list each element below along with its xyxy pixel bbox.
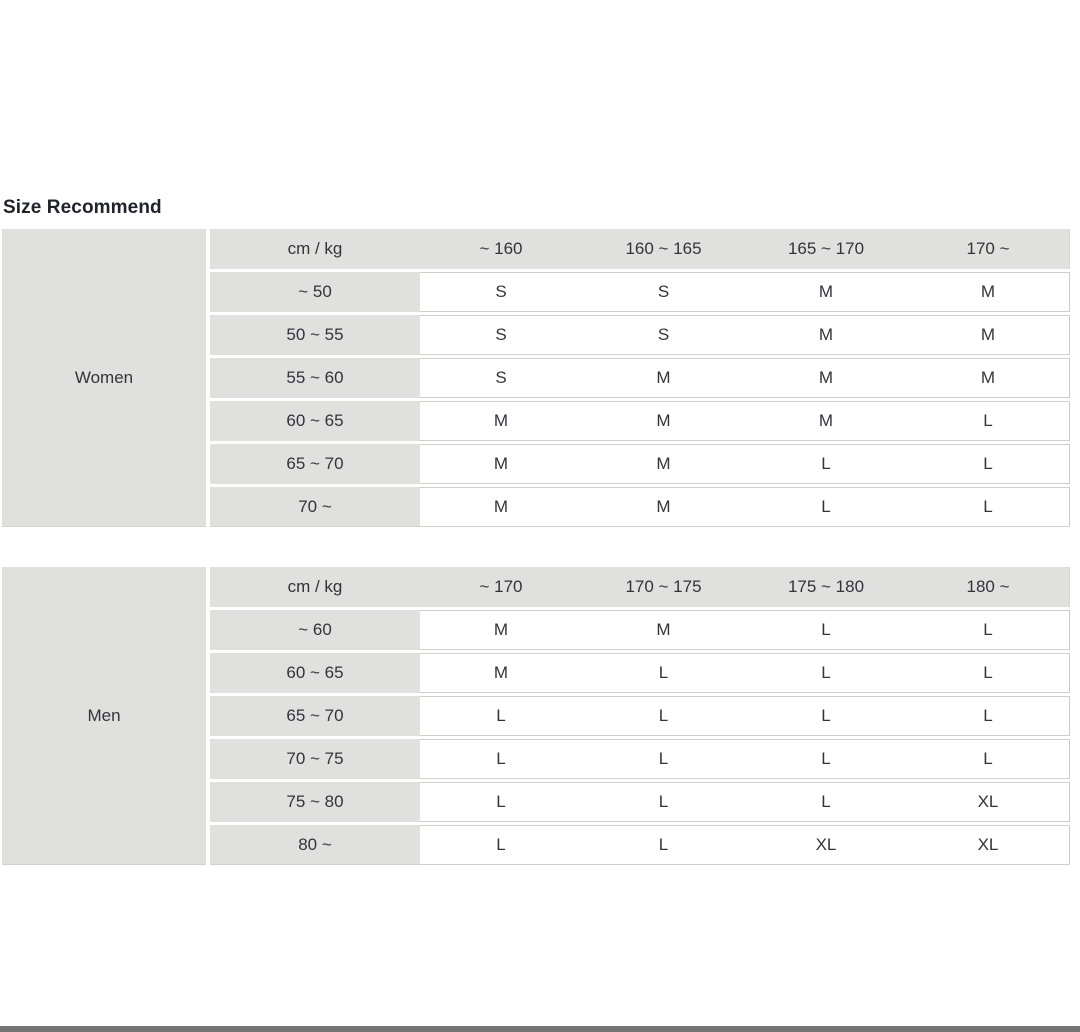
size-value-cell: M bbox=[420, 610, 582, 650]
size-value-cell: M bbox=[420, 401, 582, 441]
size-value-cell: L bbox=[420, 782, 582, 822]
size-value-cell: L bbox=[745, 487, 907, 527]
group-label: Women bbox=[2, 229, 206, 527]
row-label: ~ 60 bbox=[210, 610, 420, 650]
row-label: 70 ~ bbox=[210, 487, 420, 527]
size-value-cell: M bbox=[420, 487, 582, 527]
size-value-cell: L bbox=[907, 739, 1070, 779]
size-value-cell: M bbox=[582, 401, 745, 441]
size-value-cell: L bbox=[582, 825, 745, 865]
size-value-cell: M bbox=[907, 315, 1070, 355]
size-value-cell: M bbox=[745, 315, 907, 355]
size-value-cell: M bbox=[582, 610, 745, 650]
size-value-cell: S bbox=[582, 272, 745, 312]
corner-header-cmkg: cm / kg bbox=[210, 567, 420, 607]
column-header: 180 ~ bbox=[907, 567, 1070, 607]
size-value-cell: S bbox=[582, 315, 745, 355]
size-value-cell: L bbox=[420, 696, 582, 736]
size-value-cell: S bbox=[420, 358, 582, 398]
column-header: 170 ~ bbox=[907, 229, 1070, 269]
size-value-cell: M bbox=[420, 653, 582, 693]
size-value-cell: L bbox=[907, 444, 1070, 484]
size-value-cell: L bbox=[907, 401, 1070, 441]
column-header: ~ 170 bbox=[420, 567, 582, 607]
size-value-cell: M bbox=[420, 444, 582, 484]
row-label: 60 ~ 65 bbox=[210, 653, 420, 693]
size-value-cell: S bbox=[420, 315, 582, 355]
size-value-cell: XL bbox=[745, 825, 907, 865]
size-value-cell: M bbox=[907, 358, 1070, 398]
column-header: ~ 160 bbox=[420, 229, 582, 269]
row-label: 65 ~ 70 bbox=[210, 696, 420, 736]
size-value-cell: L bbox=[582, 739, 745, 779]
size-value-cell: L bbox=[582, 782, 745, 822]
size-value-cell: L bbox=[907, 487, 1070, 527]
size-value-cell: L bbox=[420, 825, 582, 865]
column-header: 160 ~ 165 bbox=[582, 229, 745, 269]
size-value-cell: M bbox=[745, 401, 907, 441]
size-value-cell: M bbox=[582, 358, 745, 398]
row-label: 55 ~ 60 bbox=[210, 358, 420, 398]
size-value-cell: L bbox=[907, 610, 1070, 650]
size-value-cell: S bbox=[420, 272, 582, 312]
size-value-cell: L bbox=[582, 653, 745, 693]
bottom-edge-bar bbox=[0, 1026, 1080, 1032]
column-header: 165 ~ 170 bbox=[745, 229, 907, 269]
row-label: 70 ~ 75 bbox=[210, 739, 420, 779]
group-label: Men bbox=[2, 567, 206, 865]
size-value-cell: L bbox=[745, 653, 907, 693]
row-label: 60 ~ 65 bbox=[210, 401, 420, 441]
size-value-cell: L bbox=[420, 739, 582, 779]
row-label: 80 ~ bbox=[210, 825, 420, 865]
row-label: 75 ~ 80 bbox=[210, 782, 420, 822]
size-value-cell: L bbox=[745, 610, 907, 650]
size-value-cell: M bbox=[745, 358, 907, 398]
size-value-cell: M bbox=[745, 272, 907, 312]
column-header: 175 ~ 180 bbox=[745, 567, 907, 607]
row-label: 50 ~ 55 bbox=[210, 315, 420, 355]
women-size-table bbox=[2, 229, 1070, 527]
size-value-cell: XL bbox=[907, 825, 1070, 865]
size-value-cell: L bbox=[582, 696, 745, 736]
size-value-cell: L bbox=[745, 696, 907, 736]
page-title: Size Recommend bbox=[3, 197, 162, 218]
size-value-cell: L bbox=[745, 739, 907, 779]
column-header: 170 ~ 175 bbox=[582, 567, 745, 607]
size-value-cell: L bbox=[745, 444, 907, 484]
size-value-cell: XL bbox=[907, 782, 1070, 822]
size-value-cell: M bbox=[582, 444, 745, 484]
size-value-cell: M bbox=[907, 272, 1070, 312]
size-value-cell: L bbox=[745, 782, 907, 822]
row-label: ~ 50 bbox=[210, 272, 420, 312]
corner-header-cmkg: cm / kg bbox=[210, 229, 420, 269]
size-value-cell: L bbox=[907, 653, 1070, 693]
size-value-cell: L bbox=[907, 696, 1070, 736]
men-size-table bbox=[2, 567, 1070, 865]
size-value-cell: M bbox=[582, 487, 745, 527]
row-label: 65 ~ 70 bbox=[210, 444, 420, 484]
